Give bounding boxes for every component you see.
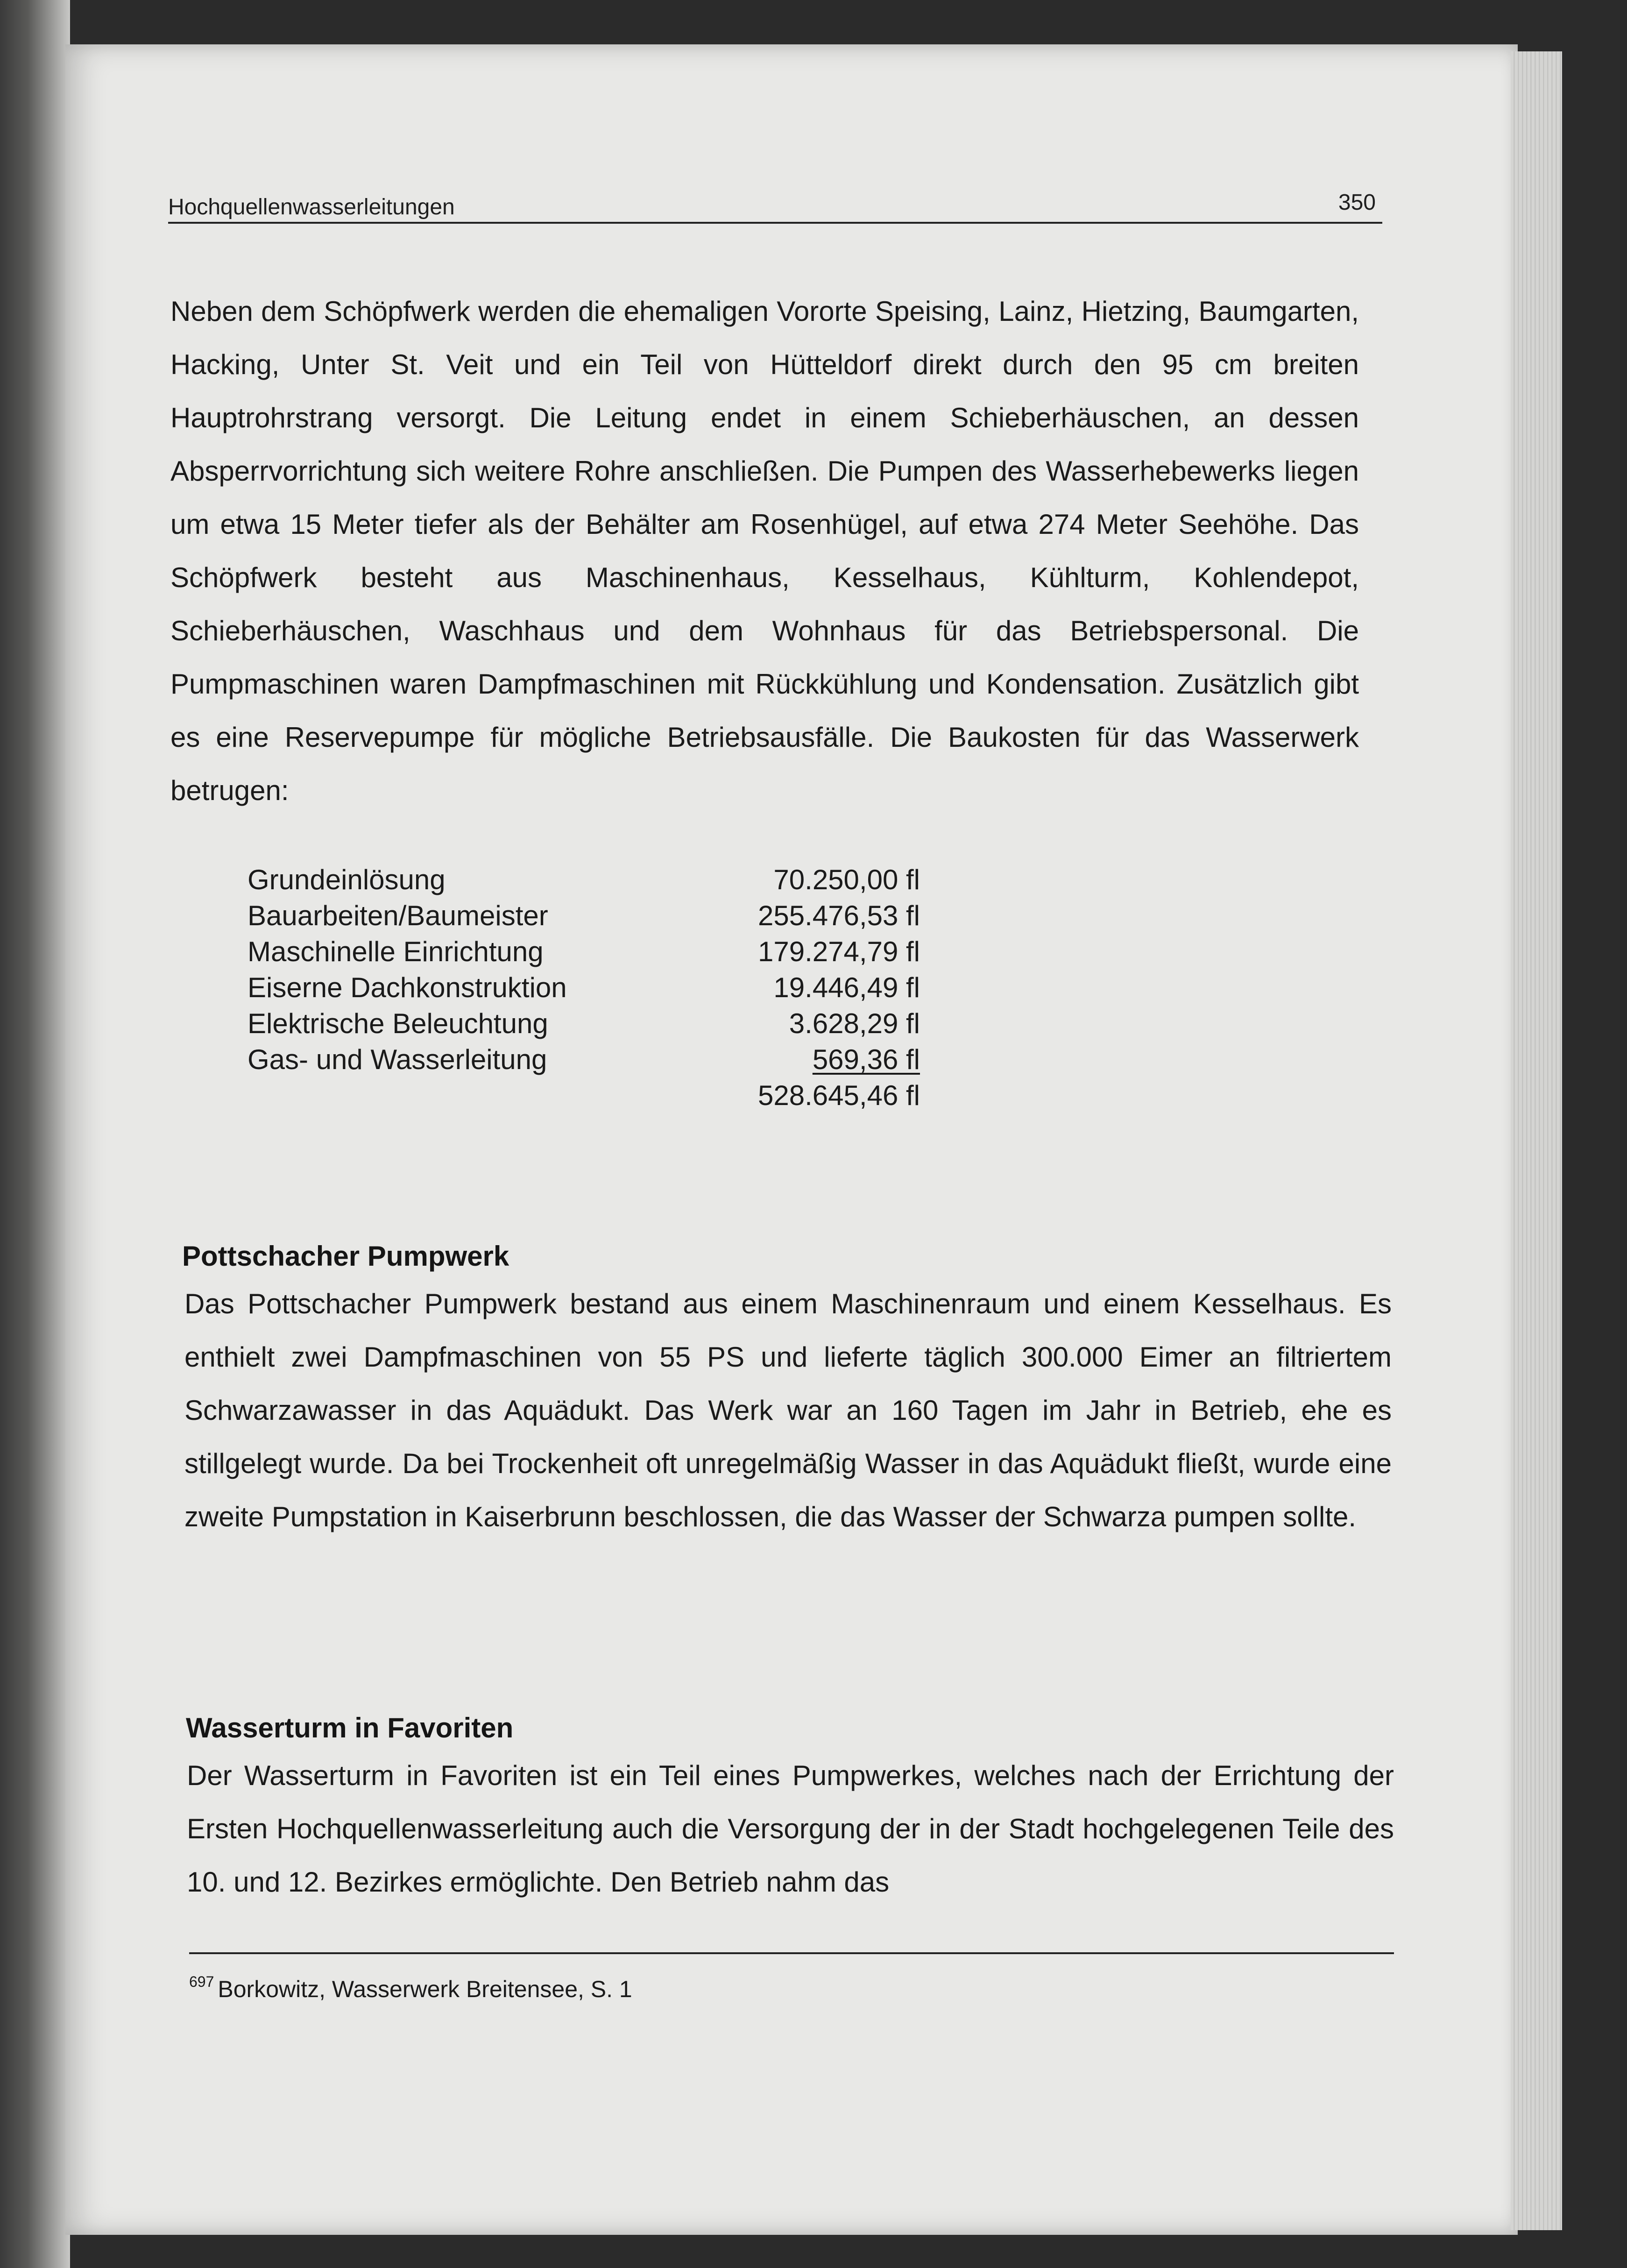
section-heading-wasserturm: Wasserturm in Favoriten — [186, 1712, 514, 1744]
cost-amount: 70.250,00 fl — [773, 864, 920, 895]
cost-amount: 3.628,29 fl — [789, 1008, 920, 1039]
footnote-divider — [189, 1952, 1394, 1954]
section-heading-pottschach: Pottschacher Pumpwerk — [182, 1240, 509, 1272]
cost-amount: 179.274,79 fl — [758, 936, 920, 967]
book-gutter — [0, 0, 70, 2268]
cost-total: 528.645,46 fl — [758, 1080, 920, 1111]
paragraph-pottschach: Das Pottschacher Pumpwerk bestand aus einem Maschinenraum und einem Kesselhaus. Es enthielt zwei Dampfmaschinen von 55 PS und lieferte täglich 300.000 Eimer an filtriertem Schwarzawasser in das Aquädukt. Das Werk war an 160 Tagen im Jahr in Betrieb, ehe es stillgelegt wurde. Da bei Trockenheit oft unregelmäßig Wasser in das Aquädukt fließt, wurde eine zweite Pumpstation in Kaiserbrunn beschlossen, die das Wasser der Schwarza pumpen sollte. — [184, 1288, 1392, 1532]
page-number: 350 — [1338, 190, 1376, 215]
paragraph-wasserturm: Der Wasserturm in Favoriten ist ein Teil eines Pumpwerkes, welches nach der Errichtung der Ersten Hochquellenwasserleitung auch die Versorgung der in der Stadt hochgelegenen Teile des 10. und 12. Bezirkes ermöglichte. Den Betrieb nahm das — [187, 1760, 1394, 1898]
running-header — [168, 190, 1382, 224]
cost-table — [248, 862, 920, 1113]
paragraph-schoepfwerk: Neben dem Schöpfwerk werden die ehemaligen Vororte Speising, Lainz, Hietzing, Baumgarten, Hacking, Unter St. Veit und ein Teil von Hütteldorf direkt durch den 95 cm breiten Hauptrohrstrang versorgt. Die Leitung endet in einem Schieberhäuschen, an dessen Absperrvorrichtung sich weitere Rohre anschließen. Die Pumpen des Wasserhebewerks liegen um etwa 15 Meter tiefer als der Behälter am Rosenhügel, auf etwa 274 Meter Seehöhe. Das Schöpfwerk besteht aus Maschinenhaus, Kesselhaus, Kühlturm, Kohlendepot, Schieberhäuschen, Waschhaus und dem Wohnhaus für das Betriebspersonal. Die Pumpmaschinen waren Dampfmaschinen mit Rückkühlung und Kondensation. Zusätzlich gibt es eine Reservepumpe für mögliche Betriebsausfälle. Die Baukosten für das Wasserwerk betrugen: — [170, 296, 1359, 806]
cost-row — [248, 970, 920, 1006]
running-title: Hochquellenwasserleitungen — [168, 195, 455, 220]
cost-item: Grundeinlösung — [248, 864, 446, 895]
page-edges — [1511, 51, 1562, 2230]
cost-item: Gas- und Wasserleitung — [248, 1044, 547, 1075]
cost-row — [248, 934, 920, 970]
cost-amount: 255.476,53 fl — [758, 900, 920, 931]
footnote — [189, 1973, 632, 2003]
cost-row — [248, 1006, 920, 1042]
cost-row — [248, 862, 920, 898]
cost-row — [248, 1042, 920, 1077]
cost-item: Maschinelle Einrichtung — [248, 936, 544, 967]
cost-item: Elektrische Beleuchtung — [248, 1008, 548, 1039]
footnote-text: Borkowitz, Wasserwerk Breitensee, S. 1 — [218, 1976, 632, 2002]
cost-item: Eiserne Dachkonstruktion — [248, 972, 567, 1003]
cost-item: Bauarbeiten/Baumeister — [248, 900, 548, 931]
footnote-number: 697 — [189, 1973, 214, 1990]
cost-amount: 569,36 fl — [812, 1044, 920, 1075]
cost-row — [248, 898, 920, 934]
cost-amount: 19.446,49 fl — [773, 972, 920, 1003]
